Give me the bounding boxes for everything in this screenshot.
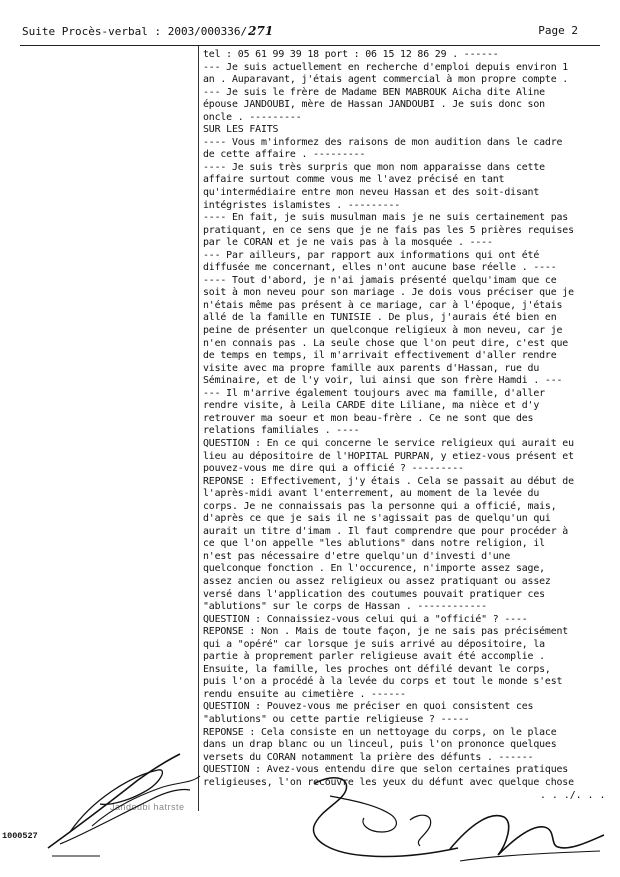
statement-line: d'après ce que je sais il ne s'agissait pas de quelqu'un qui <box>203 513 551 525</box>
report-reference <box>22 24 273 39</box>
report-title: Suite Procès-verbal : 2003/000336/ <box>22 25 248 38</box>
statement-line: ---- En fait, je suis musulman mais je ne suis certainement pas <box>203 212 569 224</box>
statement-line: "ablutions" sur le corps de Hassan . ------------ <box>203 601 487 613</box>
statement-line: intégristes islamistes . --------- <box>203 199 401 211</box>
statement-line: n'en connais pas . La seule chose que l'on peut dire, c'est que <box>203 337 569 349</box>
statement-line: n'étais même pas présent à ce mariage, car à l'époque, j'étais <box>203 299 563 311</box>
statement-line: aurait un titre d'imam . Il faut comprendre que pour procéder à <box>203 525 569 537</box>
statement-line: lieu au dépositoire de l'HOPITAL PURPAN, y etiez-vous présent et <box>203 450 574 462</box>
statement-line: de cette affaire . --------- <box>203 149 366 161</box>
statement-line: --- Il m'arrive également toujours avec ma famille, d'aller <box>203 387 545 399</box>
statement-line: épouse JANDOUBI, mère de Hassan JANDOUBI . Je suis donc son <box>203 99 545 111</box>
statement-line: qui a "opéré" car lorsque je suis arrivé au dépositoire, la <box>203 638 545 650</box>
statement-line: pouvez-vous me dire qui a officié ? --------- <box>203 463 464 475</box>
signature-left <box>40 740 215 860</box>
statement-line: --- Par ailleurs, par rapport aux informations qui ont été <box>203 249 540 261</box>
statement-line: affaire surtout comme vous me l'avez précisé en tant <box>203 174 505 186</box>
statement-line: soit à mon neveu pour son mariage . Je dois vous préciser que je <box>203 287 574 299</box>
statement-line: "ablutions" ou cette partie religieuse ? ----- <box>203 713 470 725</box>
statement-line: ---- Vous m'informez des raisons de mon audition dans le cadre <box>203 136 563 148</box>
statement-line: partie à proprement parler religieuse avait été accomplie . <box>203 651 545 663</box>
statement-line: dans un drap blanc ou un linceul, puis l'on prononce quelques <box>203 739 557 751</box>
statement-line: visite avec ma propre famille aux parents d'Hassan, rue du <box>203 362 540 374</box>
statement-line: diffusée me concernant, elles n'ont aucune base réelle . ---- <box>203 262 557 274</box>
statement-line: oncle . --------- <box>203 111 302 123</box>
statement-line: an . Auparavant, j'étais agent commercial à mon propre compte . <box>203 74 569 86</box>
statement-line: QUESTION : En ce qui concerne le service religieux qui aurait eu <box>203 437 574 449</box>
statement-line: REPONSE : Cela consiste en un nettoyage du corps, on le place <box>203 726 557 738</box>
page-number: Page 2 <box>538 24 578 37</box>
statement-line: par le CORAN et je ne vais pas à la mosquée . ---- <box>203 237 493 249</box>
statement-line: Séminaire, et de l'y voir, lui ainsi que son frère Hamdi . --- <box>203 375 563 387</box>
statement-line: REPONSE : Effectivement, j'y étais . Cela se passait au début de <box>203 475 574 487</box>
statement-line: ---- Tout d'abord, je n'ai jamais présenté quelqu'imam que ce <box>203 274 557 286</box>
statement-line: qu'intermédiaire entre mon neveu Hassan et des soit-disant <box>203 187 540 199</box>
statement-line: rendu ensuite au cimetière . ------ <box>203 688 406 700</box>
statement-line: ce que l'on appelle "les ablutions" dans notre religion, il <box>203 538 545 550</box>
statement-line: puis l'on a procédé à la levée du corps et tout le monde s'est <box>203 676 563 688</box>
statement-line: allé de la famille en TUNISIE . De plus, j'aurais été bien en <box>203 312 557 324</box>
statement-line: --- Je suis actuellement en recherche d'emploi depuis environ 1 <box>203 61 569 73</box>
statement-line: quelconque fonction . En l'occurence, n'importe assez sage, <box>203 563 545 575</box>
handwritten-reference-number: 271 <box>248 24 274 38</box>
statement-line: religieuses, l'on recouvre les yeux du défunt avec quelque chose <box>203 776 574 788</box>
statement-line: de temps en temps, il m'arrivait effectivement d'aller rendre <box>203 350 557 362</box>
statement-line: rendre visite, à Leila CARDE dite Liliane, ma nièce et d'y <box>203 400 540 412</box>
statement-line: corps. Je ne connaissais pas la personne qui a officié, mais, <box>203 500 557 512</box>
header-divider <box>20 45 600 46</box>
statement-line: QUESTION : Connaissiez-vous celui qui a "officié" ? ---- <box>203 613 528 625</box>
margin-divider <box>198 46 199 811</box>
statement-line: versets du CORAN notamment la prière des défunts . ------ <box>203 751 534 763</box>
statement-line: Ensuite, la famille, les proches ont défilé devant le corps, <box>203 663 551 675</box>
statement-body <box>203 49 605 789</box>
page-header <box>22 24 594 44</box>
statement-line: QUESTION : Pouvez-vous me préciser en quoi consistent ces <box>203 701 534 713</box>
statement-line: ---- Je suis très surpris que mon nom apparaisse dans cette <box>203 161 545 173</box>
statement-line: tel : 05 61 99 39 18 port : 06 15 12 86 29 . ------ <box>203 49 499 60</box>
statement-line: SUR LES FAITS <box>203 124 279 136</box>
faded-stamp-text: Jandoubi hatrste <box>110 802 185 812</box>
statement-line: peine de présenter un quelconque religieux à mon neveu, car je <box>203 325 563 337</box>
statement-line: n'est pas nécessaire d'etre quelqu'un d'investi d'une <box>203 550 511 562</box>
statement-line: assez ancien ou assez religieux ou assez pratiquant ou assez <box>203 575 551 587</box>
statement-line: l'après-midi avant l'enterrement, au moment de la levée du <box>203 488 540 500</box>
signature-right <box>440 795 610 870</box>
continuation-marker: . . ./. . . <box>540 790 606 801</box>
statement-line: retrouver ma soeur et mon beau-frère . Ce ne sont que des <box>203 412 534 424</box>
margin-id-number: 1000527 <box>2 831 38 841</box>
statement-line: --- Je suis le frère de Madame BEN MABROUK Aicha dite Aline <box>203 86 545 98</box>
statement-line: REPONSE : Non . Mais de toute façon, je ne sais pas précisément <box>203 626 569 638</box>
statement-line: versé dans l'application des coutumes pouvait pratiquer ces <box>203 588 545 600</box>
statement-line: relations familiales . ---- <box>203 425 360 437</box>
statement-line: pratiquant, en ce sens que je ne fais pas les 5 prières requises <box>203 224 574 236</box>
statement-line: QUESTION : Avez-vous entendu dire que selon certaines pratiques <box>203 764 569 776</box>
